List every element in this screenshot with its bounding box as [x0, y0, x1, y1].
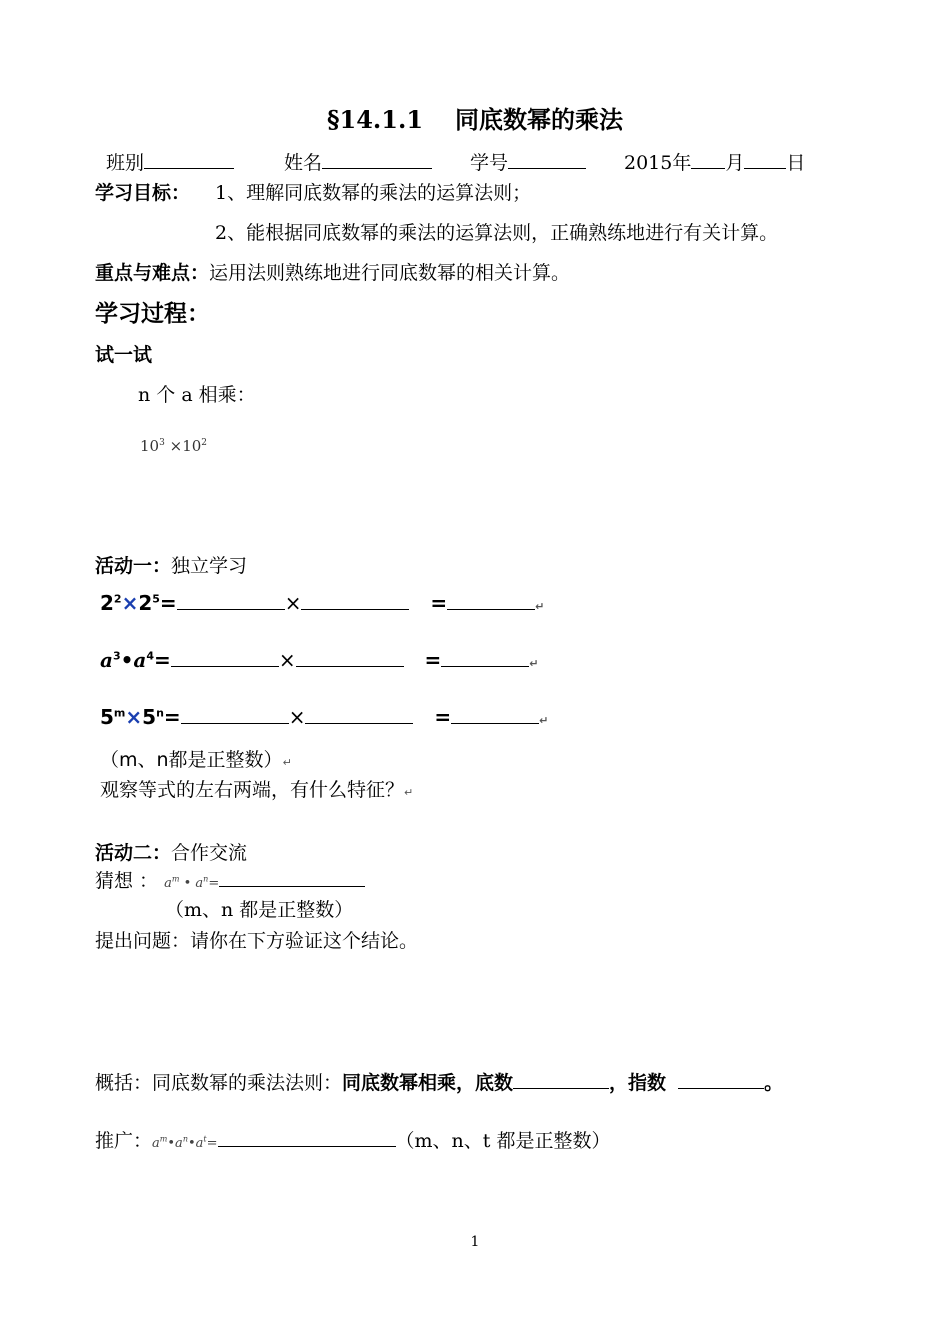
try-heading: 试一试 [95, 344, 153, 366]
summary-line: 概括：同底数幂的乘法法则：同底数幂相乘，底数 ，指数 。 [95, 1068, 783, 1095]
key-label: 重点与难点： [95, 262, 210, 284]
name-blank[interactable] [322, 149, 432, 169]
activity2-heading: 活动二：合作交流 [95, 842, 248, 864]
lesson-name: 同底数幂的乘法 [455, 105, 624, 134]
summary-base-blank[interactable] [513, 1069, 609, 1089]
blank-2a[interactable] [171, 647, 279, 667]
blank-1a[interactable] [177, 590, 285, 610]
blank-3b[interactable] [305, 704, 413, 724]
month-blank[interactable] [691, 149, 725, 169]
extend-op-2: • [187, 1136, 196, 1151]
class-blank[interactable] [144, 149, 234, 169]
goal-item-2: 2、能根据同底数幂的乘法的运算法则，正确熟练地进行有关计算。 [215, 222, 779, 244]
goals-line-1 [95, 178, 531, 205]
blank-1b[interactable] [301, 590, 409, 610]
process-heading: 学习过程： [95, 300, 210, 327]
header-date: 2015年 月 日 [624, 148, 805, 175]
extend-expression: $a^m•a^n•a^t=$ [152, 1134, 218, 1151]
blank-3a[interactable] [181, 704, 289, 724]
extend-base-2: a [175, 1136, 183, 1151]
summary-exponent-blank[interactable] [678, 1069, 764, 1089]
header-name: 姓名 [284, 148, 432, 175]
student-id-blank[interactable] [508, 149, 586, 169]
activity1-question: 观察等式的左右两端，有什么特征？↵ [100, 779, 414, 801]
goals-label: 学习目标： [95, 182, 191, 204]
activity1-row-1: $2^2\times 2^5=$ × = ↵ [100, 591, 545, 615]
blank-2c[interactable] [441, 647, 529, 667]
key-text: 运用法则熟练地进行同底数幂的相关计算。 [209, 262, 571, 284]
blank-3c[interactable] [451, 704, 539, 724]
activity2-note: （m、n 都是正整数） [165, 899, 354, 921]
try-expression: $10^3 \times 10^2$ [140, 437, 208, 455]
blank-2b[interactable] [296, 647, 404, 667]
try-line-1: n 个 a 相乘： [138, 384, 256, 406]
goal-item-1: 1、理解同底数幂的乘法的运算法则； [215, 182, 532, 204]
guess-expression: $a^m$ • $a^n=$ [164, 874, 220, 891]
day-blank[interactable] [744, 149, 786, 169]
activity1-heading: 活动一：独立学习 [95, 555, 248, 577]
extend-base-3: a [195, 1136, 204, 1151]
page-title [0, 100, 950, 135]
activity1-row-3: $5^m\times 5^n=$ × = ↵ [100, 705, 549, 729]
extend-blank[interactable] [218, 1127, 396, 1147]
section-number: §14.1.1 [326, 105, 424, 134]
activity1-note: （m、n都是正整数）↵ [100, 749, 292, 771]
page-number: 1 [470, 1234, 480, 1250]
blank-1c[interactable] [447, 590, 535, 610]
extend-line: 推广：$a^m•a^n•a^t= (m$、n、t 都是正整数） [95, 1126, 610, 1153]
guess-line: 猜想 ： $a^m$ • $a^n=$ [95, 866, 365, 893]
header-class: 班别 [106, 148, 234, 175]
activity1-row-2: $a^3•a^4=$ × = ↵ [100, 648, 539, 672]
guess-blank[interactable] [219, 867, 365, 887]
header-student-id: 学号 [470, 148, 586, 175]
key-points [95, 258, 570, 285]
activity2-question: 提出问题：请你在下方验证这个结论。 [95, 930, 419, 952]
